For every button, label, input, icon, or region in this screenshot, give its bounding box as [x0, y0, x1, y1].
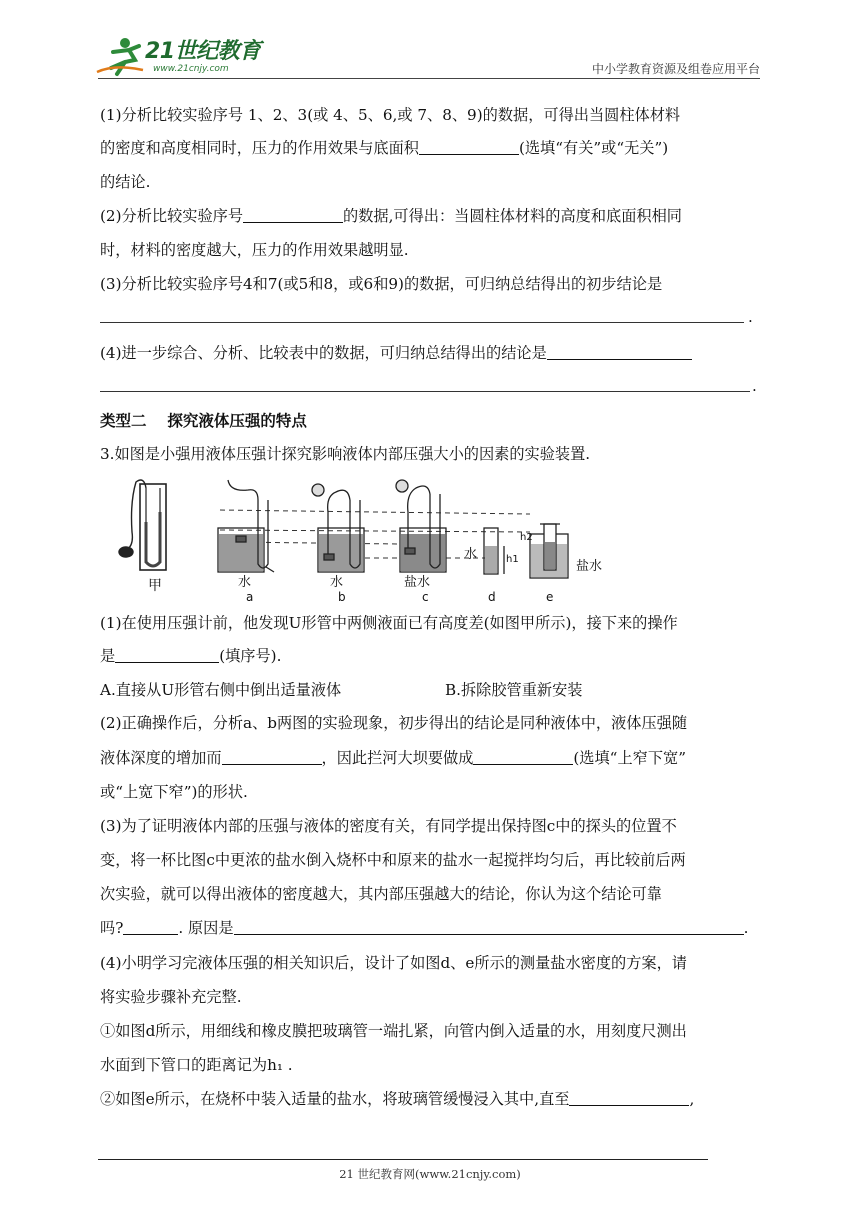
- q3-part4-line2: 将实验步骤补充完整.: [100, 988, 242, 1006]
- option-a: A.直接从U形管右侧中倒出适量液体: [100, 681, 342, 699]
- text: ,: [689, 1090, 695, 1108]
- q3-step1-line2: 水面到下管口的距离记为h₁ .: [100, 1056, 293, 1074]
- q3-part2-line3: 或“上宽下窄”)的形状.: [100, 783, 248, 801]
- text: (选填“上窄下宽”: [573, 749, 686, 767]
- answer-blank[interactable]: [547, 343, 692, 360]
- q2-part1-line3: 的结论.: [100, 173, 151, 191]
- text: (2)分析比较实验序号: [100, 207, 244, 225]
- text: 是: [100, 647, 116, 665]
- label-a-liquid: 水: [238, 575, 252, 590]
- text: .: [743, 919, 749, 937]
- footer-text: 21 世纪教育网(www.21cnjy.com): [339, 1167, 521, 1181]
- answer-blank[interactable]: [419, 138, 519, 155]
- answer-blank[interactable]: [123, 918, 178, 935]
- label-c: c: [422, 590, 429, 602]
- q3-part3-line2: 变，将一杯比图c中更浓的盐水倒入烧杯中和原来的盐水一起搅拌均匀后，再比较前后两: [100, 851, 686, 869]
- text: 液体深度的增加而: [100, 749, 222, 767]
- q3-part2-line1: (2)正确操作后，分析a、b两图的实验现象，初步得出的结论是同种液体中，液体压强随: [100, 714, 688, 732]
- runner-logo-icon: [95, 34, 147, 78]
- text: . 原因是: [178, 919, 234, 937]
- q3-part3-line1: (3)为了证明液体内部的压强与液体的密度有关，有同学提出保持图c中的探头的位置不: [100, 817, 677, 835]
- site-logo: [95, 34, 265, 78]
- text: 的数据,可得出：当圆柱体材料的高度和底面积相同: [343, 207, 682, 225]
- figure-c: [396, 480, 446, 602]
- answer-blank[interactable]: [243, 206, 343, 223]
- q3-options: [100, 673, 765, 707]
- logo-text: 21世纪教育: [145, 39, 261, 64]
- text: ，因此拦河大坝要做成: [321, 749, 474, 767]
- label-jia: 甲: [148, 578, 162, 594]
- q3-step1-line1: ①如图d所示，用细线和橡皮膜把玻璃管一端扎紧，向管内倒入适量的水，用刻度尺测出: [100, 1022, 687, 1040]
- label-h2: h2: [520, 532, 533, 543]
- text: 吗?: [100, 919, 124, 937]
- q3-part1-line2: [100, 639, 765, 673]
- answer-line[interactable]: [100, 322, 744, 323]
- q2-part1-line2: [100, 131, 765, 165]
- q2-part4-line1: [100, 336, 765, 370]
- label-b-liquid: 水: [330, 575, 344, 590]
- period: .: [752, 377, 757, 395]
- answer-line[interactable]: [100, 391, 750, 392]
- answer-blank[interactable]: [569, 1089, 689, 1106]
- section-title: 类型二 探究液体压强的特点: [100, 412, 307, 430]
- label-c-liquid: 盐水: [404, 575, 431, 590]
- text: (4)进一步综合、分析、比较表中的数据，可归纳总结得出的结论是: [100, 344, 547, 362]
- q3-part2-line2: [100, 741, 765, 775]
- text: (选填“有关”或“无关”): [518, 139, 669, 157]
- figure-b: [312, 484, 364, 602]
- label-d: d: [488, 590, 496, 602]
- experiment-figure: [100, 472, 620, 602]
- q2-part1-line1: (1)分析比较实验序号 1、2、3(或 4、5、6,或 7、8、9)的数据，可得出当圆柱体材料: [100, 106, 681, 124]
- q3-part4-line1: (4)小明学习完液体压强的相关知识后，设计了如图d、e所示的测量盐水密度的方案，请: [100, 954, 687, 972]
- platform-label: 中小学教育资源及组卷应用平台: [591, 62, 760, 76]
- text: 的密度和高度相同时，压力的作用效果与底面积: [100, 139, 419, 157]
- text: (填序号).: [219, 647, 282, 665]
- logo-url: www.21cnjy.com: [153, 64, 229, 74]
- header-divider: [98, 78, 760, 79]
- answer-blank[interactable]: [115, 646, 219, 663]
- figure-e: [520, 524, 602, 602]
- label-b: b: [338, 590, 346, 602]
- figure-a: [218, 480, 274, 602]
- answer-blank[interactable]: [234, 918, 744, 935]
- option-b: B.拆除胶管重新安装: [445, 681, 583, 699]
- label-e: e: [546, 590, 554, 602]
- figure-d: [464, 528, 519, 602]
- label-d-liquid: 水: [464, 547, 478, 562]
- label-e-liquid: 盐水: [576, 559, 603, 574]
- q3-intro: 3.如图是小强用液体压强计探究影响液体内部压强大小的因素的实验装置.: [100, 445, 591, 463]
- q2-part2-line1: [100, 199, 765, 233]
- q3-step2-line1: [100, 1082, 765, 1116]
- label-a: a: [246, 590, 254, 602]
- period: .: [748, 308, 753, 326]
- q3-part3-line4: [100, 911, 765, 945]
- label-h1: h1: [506, 554, 519, 565]
- q2-part2-line2: 时，材料的密度越大，压力的作用效果越明显.: [100, 241, 409, 259]
- text: ②如图e所示，在烧杯中装入适量的盐水，将玻璃管缓慢浸入其中,直至: [100, 1090, 570, 1108]
- figure-jia: [119, 480, 166, 594]
- q3-part1-line1: (1)在使用压强计前，他发现U形管中两侧液面已有高度差(如图甲所示)，接下来的操作: [100, 614, 678, 632]
- q2-part3-line1: (3)分析比较实验序号4和7(或5和8，或6和9)的数据，可归纳总结得出的初步结论是: [100, 275, 663, 293]
- q3-part3-line3: 次实验，就可以得出液体的密度越大，其内部压强越大的结论，你认为这个结论可靠: [100, 885, 662, 903]
- answer-blank[interactable]: [473, 748, 573, 765]
- page-header: [95, 34, 760, 80]
- footer-divider: [98, 1159, 708, 1160]
- answer-blank[interactable]: [222, 748, 322, 765]
